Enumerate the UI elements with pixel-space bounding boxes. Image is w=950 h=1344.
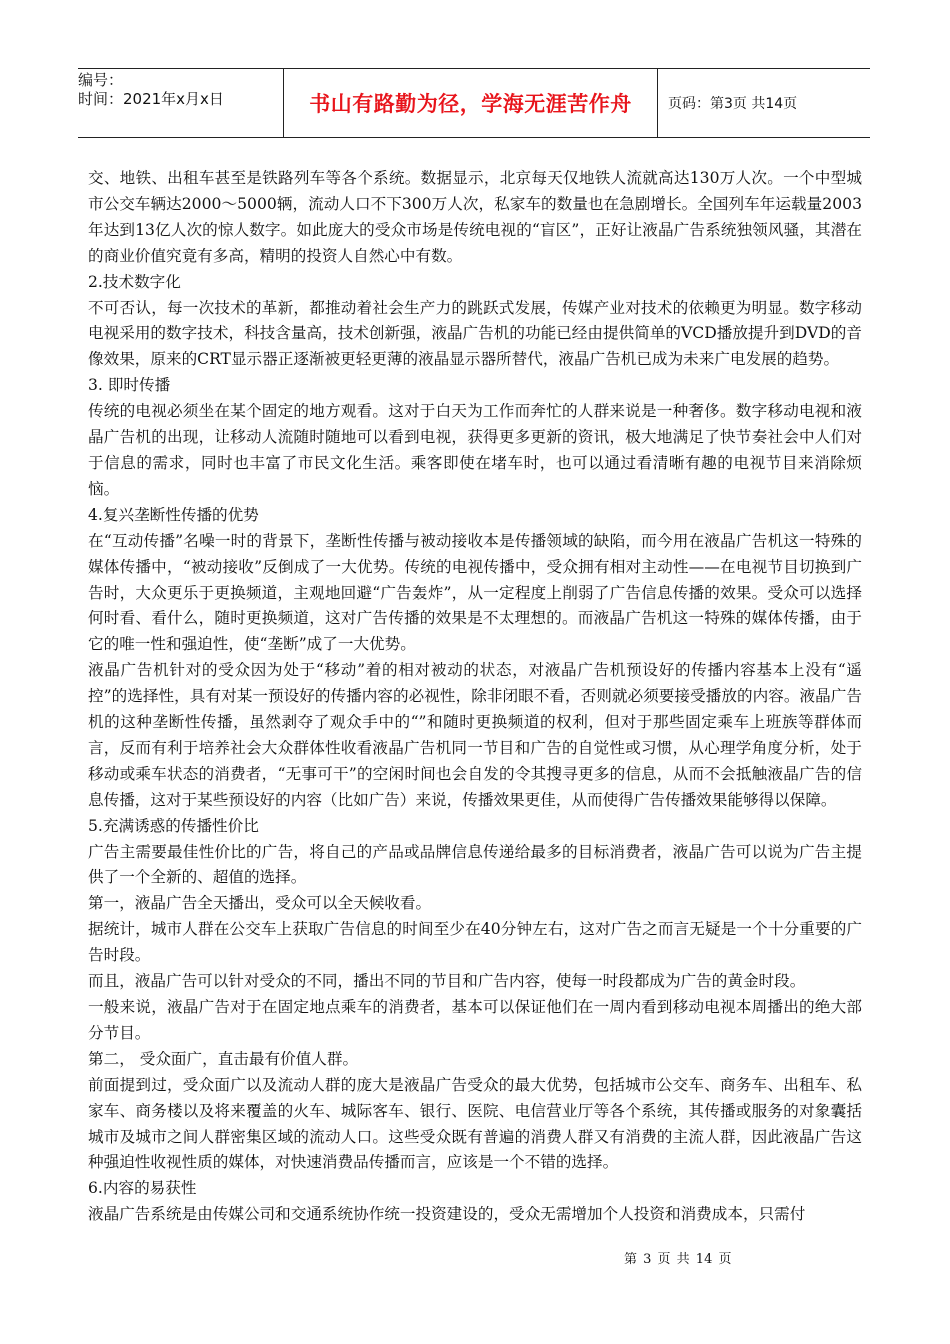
paragraph: 广告主需要最佳性价比的广告，将自己的产品或品牌信息传递给最多的目标消费者，液晶广告可以说为广告主提供了一个全新的、超值的选择。 <box>88 842 862 887</box>
section-heading: 4.复兴垄断性传播的优势 <box>88 505 259 524</box>
section-heading: 6.内容的易获性 <box>88 1179 197 1198</box>
paragraph: 液晶广告系统是由传媒公司和交通系统协作统一投资建设的，受众无需增加个人投资和消费成本，只需付 <box>88 1205 806 1224</box>
paragraph: 在“互动传播”名噪一时的背景下，垄断性传播与被动接收本是传播领域的缺陷，而今用在液晶广告机这一特殊的媒体传播中，“被动接收”反倒成了一大优势。传统的电视传播中，受众拥有相对主动性——在电视节目切换到广告时，大众更乐于更换频道，主观地回避“广告轰炸”，从一定程度上削弱了广告信息传播的效果。受众可以选择何时看、看什么，随时更换频道，这对广告传播的效果是不太理想的。而液晶广告机这一特殊的媒体传播，由于它的唯一性和强迫性，使“垄断”成了一大优势。 <box>88 531 862 654</box>
motto: 书山有路勤为径，学海无涯苦作舟 <box>309 92 632 116</box>
paragraph: 一般来说，液晶广告对于在固定地点乘车的消费者，基本可以保证他们在一周内看到移动电视本周播出的绝大部分节目。 <box>88 998 862 1042</box>
paragraph: 传统的电视必须坐在某个固定的地方观看。这对于白天为工作而奔忙的人群来说是一种奢侈。数字移动电视和液晶广告机的出现，让移动人流随时随地可以看到电视，获得更多更新的资讯，极大地满足了快节奏社会中人们对于信息的需求，同时也丰富了市民文化生活。乘客即使在堵车时，也可以通过看清晰有趣的电视节目来消除烦恼。 <box>88 402 862 498</box>
section-heading: 5.充满诱惑的传播性价比 <box>88 816 259 835</box>
paragraph: 而且，液晶广告可以针对受众的不同，播出不同的节目和广告内容，使每一时段都成为广告的黄金时段。 <box>88 972 806 991</box>
page-footer: 第 3 页 共 14 页 <box>624 1252 732 1267</box>
document-body <box>88 166 862 1228</box>
paragraph: 交、地铁、出租车甚至是铁路列车等各个系统。数据显示，北京每天仅地铁人流就高达130万人次。一个中型城市公交车辆达2000～5000辆，流动人口不下300万人次，私家车的数量也在急剧增长。全国列车年运载量2003年达到13亿人次的惊人数字。如此庞大的受众市场是传统电视的“盲区”，正好让液晶广告系统独领风骚，其潜在的商业价值究竟有多高，精明的投资人自然心中有数。 <box>88 169 862 265</box>
number-label: 编号： <box>78 71 124 89</box>
page-header <box>78 68 870 138</box>
paragraph: 第一，液晶广告全天播出，受众可以全天候收看。 <box>88 894 432 913</box>
page-label: 页码：第3页 共14页 <box>668 96 798 112</box>
header-page-cell <box>658 69 870 137</box>
paragraph: 液晶广告机针对的受众因为处于“移动”着的相对被动的状态，对液晶广告机预设好的传播内容基本上没有“遥控”的选择性，具有对某一预设好的传播内容的必视性，除非闭眼不看，否则就必须要接受播放的内容。液晶广告机的这种垄断性传播，虽然剥夺了观众手中的“”和随时更换频道的权利，但对于那些固定乘车上班族等群体而言，反而有利于培养社会大众群体性收看液晶广告机同一节目和广告的自觉性或习惯，从心理学角度分析，处于移动或乘车状态的消费者，“无事可干”的空闲时间也会自发的令其搜寻更多的信息，从而不会抵触液晶广告的信息传播，这对于某些预设好的内容（比如广告）来说，传播效果更佳，从而使得广告传播效果能够得以保障。 <box>88 661 862 809</box>
section-heading: 2.技术数字化 <box>88 272 181 291</box>
paragraph: 第二， 受众面广，直击最有价值人群。 <box>88 1049 359 1068</box>
paragraph: 不可否认，每一次技术的革新，都推动着社会生产力的跳跃式发展，传媒产业对技术的依赖更为明显。数字移动电视采用的数字技术，科技含量高，技术创新强，液晶广告机的功能已经由提供简单的VCD播放提升到DVD的音像效果，原来的CRT显示器正逐渐被更轻更薄的液晶显示器所替代，液晶广告机已成为未来广电发展的趋势。 <box>88 298 862 369</box>
paragraph: 据统计，城市人群在公交车上获取广告信息的时间至少在40分钟左右，这对广告之而言无疑是一个十分重要的广告时段。 <box>88 920 862 965</box>
section-heading: 3. 即时传播 <box>88 376 171 395</box>
header-motto-cell <box>283 69 658 137</box>
header-meta <box>78 69 283 137</box>
paragraph: 前面提到过，受众面广以及流动人群的庞大是液晶广告受众的最大优势，包括城市公交车、商务车、出租车、私家车、商务楼以及将来覆盖的火车、城际客车、银行、医院、电信营业厅等各个系统，其传播或服务的对象囊括城市及城市之间人群密集区域的流动人口。这些受众既有普遍的消费人群又有消费的主流人群，因此液晶广告这种强迫性收视性质的媒体，对快速消费品传播而言，应该是一个不错的选择。 <box>88 1075 862 1172</box>
time-label: 时间：2021年x月x日 <box>78 90 224 108</box>
